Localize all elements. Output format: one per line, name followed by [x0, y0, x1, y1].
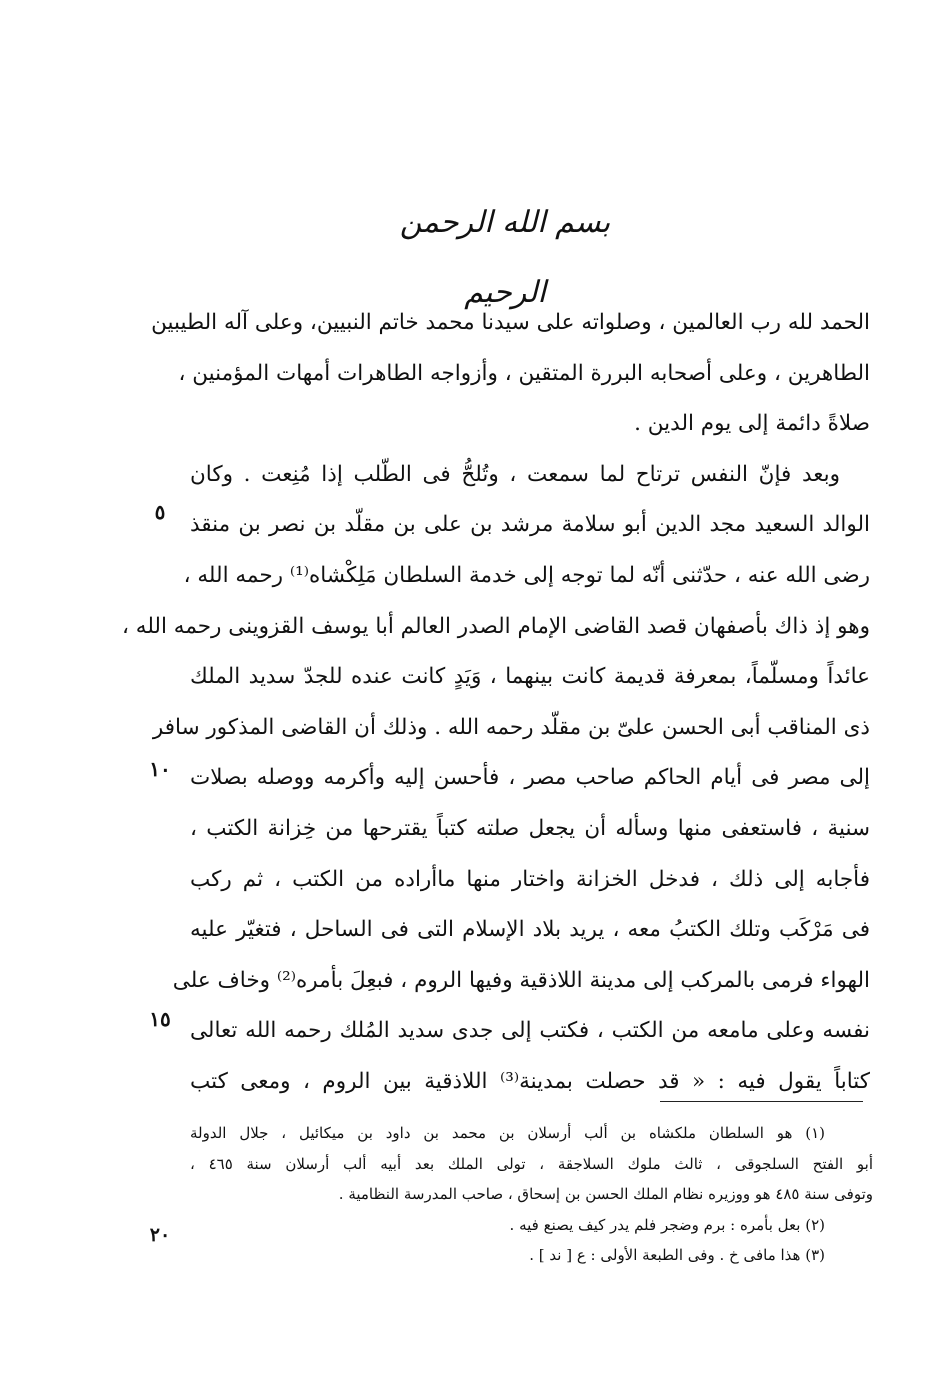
- footnote-line: أبو الفتح السلجوقى ، ثالث ملوك السلاجقة ، تولى الملك بعد أبيه ألب أرسلان سنة ٤٦٥ ،: [190, 1154, 874, 1173]
- basmala-calligraphy: بسم الله الرحمن الرحيم: [399, 205, 611, 310]
- text-line: نفسه وعلى مامعه من الكتب ، فكتب إلى جدى سديد المُلك رحمه الله تعالى: [190, 1018, 870, 1044]
- text-line: سنية ، فاستعفى منها وسأله أن يجعل صلته كتباً يقترحها من خِزانة الكتب ،: [190, 815, 870, 841]
- footnote-separator: [660, 1101, 863, 1102]
- footnote-line: وتوفى سنة ٤٨٥ هو ووزيره نظام الملك الحسن بن إسحاق ، صاحب المدرسة النظامية .: [338, 1185, 873, 1203]
- text-line: الهواء فرمى بالمركب إلى مدينة اللاذقية وفيها الروم ، فبعِلَ بأمره⁽²⁾ وخاف على: [172, 967, 870, 993]
- page-number: ٢٠: [149, 1224, 171, 1246]
- footnote-line: (١) هو السلطان ملكشاه بن ألب أرسلان بن محمد بن داود بن ميكائيل ، جلال الدولة: [190, 1124, 825, 1142]
- text-line: الوالد السعيد مجد الدين أبو سلامة مرشد بن على بن مقلّد بن نصر بن منقذ: [190, 512, 870, 538]
- text-line: فأجابه إلى ذلك ، فدخل الخزانة واختار منها ماأراده من الكتب ، ثم ركب: [190, 866, 870, 892]
- line-number-15: ١٥: [149, 1007, 171, 1031]
- line-number-5: ٥: [154, 500, 166, 524]
- text-line: وهو إذ ذاك بأصفهان قصد القاضى الإمام الصدر العالم أبا يوسف القزوينى رحمه الله ،: [122, 613, 870, 639]
- text-line: الحمد لله رب العالمين ، وصلواته على سيدنا محمد خاتم النبيين، وعلى آله الطيبين: [151, 310, 870, 335]
- text-line: إلى مصر فى أيام الحاكم صاحب مصر ، فأحسن إليه وأكرمه ووصله بصلات: [190, 765, 870, 791]
- footnote-line: (٣) هذا مافى خ . وفى الطبعة الأولى : ع [ ند ] .: [529, 1246, 825, 1264]
- text-line: فى مَرْكَب وتلك الكتبُ معه ، يريد بلاد الإسلام التى فى الساحل ، فتغيّر عليه: [190, 917, 871, 943]
- text-line: عائداً ومسلّماً، بمعرفة قديمة كانت بينهما ، وَيَدٍ كانت عنده للجدّ سديد الملك: [190, 664, 870, 690]
- line-number-10: ١٠: [149, 757, 171, 781]
- text-line: صلاةً دائمة إلى يوم الدين .: [634, 411, 870, 437]
- footnotes: [190, 1118, 873, 1271]
- footnote-line: (٢) بعل بأمره : برم وضجر فلم يدر كيف يصنع فيه .: [509, 1215, 825, 1234]
- text-line: ذى المناقب أبى الحسن علىّ بن مقلّد رحمه الله . وذلك أن القاضى المذكور سافر: [152, 714, 870, 740]
- text-line: كتاباً يقول فيه : « قد حصلت بمدينة⁽³⁾ اللاذقية بين الروم ، ومعى كتب: [190, 1068, 870, 1094]
- text-line: رضى الله عنه ، حدّثنى أنّه لما توجه إلى خدمة السلطان مَلِكْشاه⁽¹⁾ رحمه الله ،: [183, 562, 870, 588]
- text-line: وبعد فإنّ النفس ترتاح لما سمعت ، وتُلحُّ فى الطّلب إذا مُنِعت . وكان: [190, 461, 840, 487]
- text-line: الطاهرين ، وعلى أصحابه البررة المتقين ، وأزواجه الطاهرات أمهات المؤمنين ،: [178, 360, 870, 386]
